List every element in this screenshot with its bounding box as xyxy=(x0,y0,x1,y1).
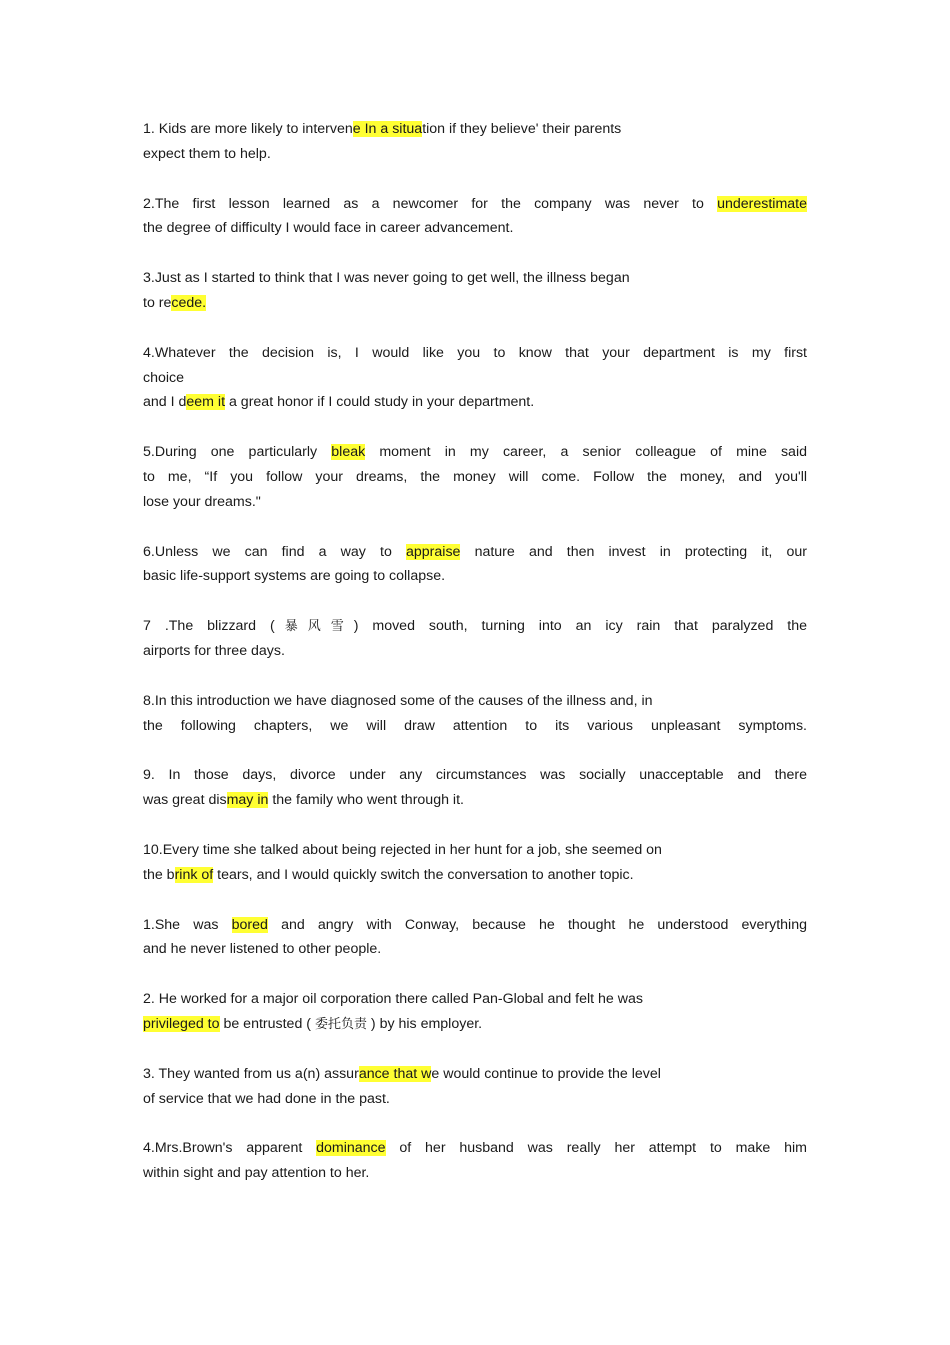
exercise-item xyxy=(143,440,807,514)
highlighted-phrase: bleak xyxy=(331,444,366,461)
document-page xyxy=(143,117,807,1211)
highlighted-phrase: bored xyxy=(231,916,268,933)
text-run: 10.Every time she talked about being rejected in her hunt for a job, she seemed on xyxy=(143,841,662,858)
text-run: moment in my career, a senior colleague of mine said xyxy=(365,444,807,461)
text-run: 4.Whatever the decision is, I would like you to know that your department is my first xyxy=(143,344,807,361)
highlighted-phrase: may in xyxy=(226,792,269,809)
text-run: the b xyxy=(143,866,175,883)
text-run: to re xyxy=(143,294,172,311)
text-line xyxy=(143,1012,807,1037)
exercise-item xyxy=(143,341,807,415)
text-run: 3. They wanted from us a(n) assur xyxy=(143,1065,359,1082)
text-run: of her husband was really her attempt to make him xyxy=(385,1140,807,1157)
exercise-item xyxy=(143,192,807,242)
text-line xyxy=(143,465,807,490)
text-run: ) by his employer. xyxy=(366,1015,483,1032)
text-run: to me, “If you follow your dreams, the money will come. Follow the money, and you'll xyxy=(143,468,807,485)
text-run: the degree of difficulty I would face in career advancement. xyxy=(143,220,514,237)
text-line xyxy=(143,440,807,465)
text-line xyxy=(143,192,807,217)
text-run: be entrusted ( xyxy=(219,1015,315,1032)
highlighted-phrase: cede. xyxy=(171,294,207,311)
exercise-item xyxy=(143,689,807,739)
highlighted-phrase: rink of xyxy=(174,866,214,883)
exercise-item xyxy=(143,1136,807,1186)
text-line xyxy=(143,291,807,316)
text-run: 4.Mrs.Brown's apparent xyxy=(143,1140,317,1157)
text-line xyxy=(143,540,807,565)
exercise-item xyxy=(143,838,807,888)
text-run: of service that we had done in the past. xyxy=(143,1090,390,1107)
exercise-item xyxy=(143,540,807,590)
text-run: 1. Kids are more likely to interven xyxy=(143,121,353,137)
text-run: 7 .The blizzard ( xyxy=(143,618,275,635)
text-line xyxy=(143,490,807,515)
text-line xyxy=(143,366,807,391)
text-line xyxy=(143,987,807,1012)
exercise-item xyxy=(143,763,807,813)
highlighted-phrase: e In a situa xyxy=(352,121,423,137)
highlighted-phrase: eem it xyxy=(186,394,226,411)
text-run: 2.The first lesson learned as a newcomer for the company was never to xyxy=(143,195,718,212)
highlighted-phrase: ance that w xyxy=(358,1065,432,1082)
text-run: 9. In those days, divorce under any circumstances was socially unacceptable and there xyxy=(143,767,807,784)
text-line xyxy=(143,689,807,714)
text-run: 暴风雪 xyxy=(274,619,354,635)
text-line xyxy=(143,763,807,788)
text-run: was great dis xyxy=(143,792,227,809)
text-line xyxy=(143,714,807,739)
text-run: e would continue to provide the level xyxy=(431,1065,661,1082)
text-run: ) moved south, turning into an icy rain that paralyzed the xyxy=(353,618,808,635)
text-run: 2. He worked for a major oil corporation there called Pan-Global and felt he was xyxy=(143,991,643,1008)
exercise-item xyxy=(143,987,807,1037)
text-line xyxy=(143,937,807,962)
text-run: 委托负责 xyxy=(314,1016,367,1032)
exercise-item xyxy=(143,266,807,316)
text-line xyxy=(143,1087,807,1112)
text-run: and he never listened to other people. xyxy=(143,941,382,958)
exercise-item xyxy=(143,614,807,664)
text-line xyxy=(143,390,807,415)
text-line xyxy=(143,117,807,142)
text-line xyxy=(143,1161,807,1186)
text-line xyxy=(143,863,807,888)
text-run: tion if they believe' their parents xyxy=(422,121,622,137)
highlighted-phrase: underestimate xyxy=(717,195,807,212)
text-run: expect them to help. xyxy=(143,145,271,162)
text-line xyxy=(143,1136,807,1161)
text-run: 6.Unless we can find a way to xyxy=(143,543,406,560)
text-line xyxy=(143,341,807,366)
text-line xyxy=(143,614,807,639)
text-run: lose your dreams." xyxy=(143,493,261,510)
text-run: and I d xyxy=(143,394,187,411)
text-run: nature and then invest in protecting it, our xyxy=(460,543,807,560)
text-line xyxy=(143,838,807,863)
text-line xyxy=(143,564,807,589)
exercise-item xyxy=(143,913,807,963)
text-run: the following chapters, we will draw attention to its various unpleasant symptoms. xyxy=(143,717,807,734)
text-run: 3.Just as I started to think that I was never going to get well, the illness began xyxy=(143,270,630,287)
text-run: and angry with Conway, because he thought he understood everything xyxy=(267,916,807,933)
exercise-item xyxy=(143,1062,807,1112)
text-line xyxy=(143,142,807,167)
text-run: 8.In this introduction we have diagnosed some of the causes of the illness and, in xyxy=(143,692,653,709)
text-run: choice xyxy=(143,369,185,386)
text-run: airports for three days. xyxy=(143,642,285,659)
text-line xyxy=(143,788,807,813)
text-run: a great honor if I could study in your department. xyxy=(225,394,535,411)
text-line xyxy=(143,1062,807,1087)
text-line xyxy=(143,216,807,241)
highlighted-phrase: dominance xyxy=(316,1140,386,1157)
text-line xyxy=(143,913,807,938)
text-run: 5.During one particularly xyxy=(143,444,332,461)
text-line xyxy=(143,266,807,291)
text-run: within sight and pay attention to her. xyxy=(143,1165,370,1182)
text-run: 1.She was xyxy=(143,916,232,933)
text-run: tears, and I would quickly switch the conversation to another topic. xyxy=(213,866,634,883)
text-run: basic life-support systems are going to collapse. xyxy=(143,568,446,585)
highlighted-phrase: appraise xyxy=(406,543,461,560)
text-line xyxy=(143,639,807,664)
exercise-item xyxy=(143,117,807,167)
highlighted-phrase: privileged to xyxy=(143,1015,220,1032)
text-run: the family who went through it. xyxy=(268,792,464,809)
